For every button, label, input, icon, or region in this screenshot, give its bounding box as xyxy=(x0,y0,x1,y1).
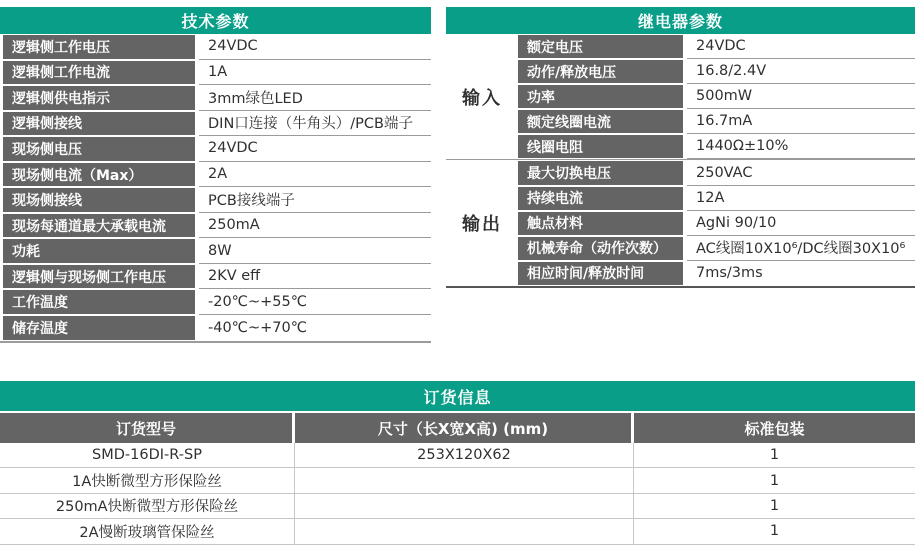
tech-param-row xyxy=(0,315,431,341)
relay-param-value: 16.8/2.4V xyxy=(687,59,915,84)
tech-params-rows xyxy=(0,34,431,343)
relay-params-table xyxy=(446,7,915,288)
relay-section xyxy=(446,34,915,159)
tech-param-value: 24VDC xyxy=(199,34,431,60)
tech-param-row xyxy=(0,111,431,137)
order-info-cell: 250mA快断微型方形保险丝 xyxy=(0,494,295,518)
tech-param-value: 8W xyxy=(199,238,431,264)
tech-param-row xyxy=(0,187,431,213)
relay-param-row xyxy=(518,59,915,84)
order-info-cell xyxy=(295,468,634,492)
relay-param-label: 最大切换电压 xyxy=(518,160,683,185)
relay-param-value: 16.7mA xyxy=(687,109,915,134)
tech-params-table xyxy=(0,7,431,343)
order-info-row xyxy=(0,468,915,493)
relay-param-row xyxy=(518,109,915,134)
relay-section-label: 输入 xyxy=(462,87,502,109)
tech-param-row xyxy=(0,34,431,60)
tech-param-label: 功耗 xyxy=(3,238,195,264)
relay-param-value: AC线圈10X10⁶/DC线圈30X10⁶ xyxy=(687,236,915,261)
tech-param-label: 逻辑侧工作电压 xyxy=(3,34,195,60)
order-info-cell: 1A快断微型方形保险丝 xyxy=(0,468,295,492)
order-column-header: 订货型号 xyxy=(0,413,295,443)
tech-param-row xyxy=(0,162,431,188)
relay-param-value: 12A xyxy=(687,186,915,211)
order-info-cell: 2A慢断玻璃管保险丝 xyxy=(0,519,295,543)
relay-param-label: 相应时间/释放时间 xyxy=(518,261,683,286)
tech-param-label: 逻辑侧工作电流 xyxy=(3,60,195,86)
relay-param-label: 机械寿命（动作次数） xyxy=(518,236,683,261)
tech-param-value: -20℃~+55℃ xyxy=(199,289,431,315)
tech-param-value: DIN口连接（牛角头）/PCB端子 xyxy=(199,111,431,137)
order-info-table xyxy=(0,381,915,545)
tech-param-label: 现场每通道最大承载电流 xyxy=(3,213,195,239)
relay-param-label: 持续电流 xyxy=(518,186,683,211)
relay-param-label: 功率 xyxy=(518,84,683,109)
relay-param-label: 额定线圈电流 xyxy=(518,109,683,134)
relay-param-row xyxy=(518,160,915,185)
order-info-cell: 1 xyxy=(769,523,780,540)
tech-param-label: 现场侧电流（Max） xyxy=(3,162,195,188)
relay-section-rows xyxy=(518,160,915,285)
order-info-row xyxy=(0,519,915,544)
order-info-column-headers xyxy=(0,413,915,443)
order-info-cell xyxy=(295,494,634,518)
relay-param-row xyxy=(518,211,915,236)
relay-param-value: 24VDC xyxy=(687,34,915,59)
tech-param-label: 储存温度 xyxy=(3,315,195,341)
relay-param-label: 触点材料 xyxy=(518,211,683,236)
tech-param-value: 24VDC xyxy=(199,136,431,162)
relay-param-row xyxy=(518,236,915,261)
order-info-cell: 1 xyxy=(769,497,780,514)
relay-section xyxy=(446,159,915,285)
tech-param-label: 逻辑侧与现场侧工作电压 xyxy=(3,264,195,290)
order-info-row xyxy=(0,494,915,519)
relay-param-value: AgNi 90/10 xyxy=(687,211,915,236)
order-info-cell: 1 xyxy=(769,472,780,489)
tech-param-label: 逻辑侧供电指示 xyxy=(3,85,195,111)
relay-param-label: 动作/释放电压 xyxy=(518,59,683,84)
relay-param-row xyxy=(518,34,915,59)
tech-param-value: 2KV eff xyxy=(199,264,431,290)
tech-params-title: 技术参数 xyxy=(0,7,431,34)
tech-param-label: 现场侧接线 xyxy=(3,187,195,213)
tech-param-value: PCB接线端子 xyxy=(199,187,431,213)
relay-section-label: 输出 xyxy=(462,214,502,236)
relay-param-label: 额定电压 xyxy=(518,34,683,59)
tech-param-value: 3mm绿色LED xyxy=(199,85,431,111)
order-info-cell: 253X120X62 xyxy=(295,443,634,467)
tech-param-label: 现场侧电压 xyxy=(3,136,195,162)
relay-param-value: 250VAC xyxy=(687,160,915,185)
tech-param-value: 2A xyxy=(199,162,431,188)
relay-param-label: 线圈电阻 xyxy=(518,134,683,159)
tech-param-row xyxy=(0,289,431,315)
relay-param-value: 500mW xyxy=(687,84,915,109)
tech-param-value: 1A xyxy=(199,60,431,86)
tech-param-label: 逻辑侧接线 xyxy=(3,111,195,137)
order-info-rows xyxy=(0,443,915,545)
relay-param-row xyxy=(518,84,915,109)
relay-params-title: 继电器参数 xyxy=(446,7,915,34)
tech-param-value: 250mA xyxy=(199,213,431,239)
tech-param-value: -40℃~+70℃ xyxy=(208,319,308,336)
order-info-cell: 1 xyxy=(769,447,780,464)
order-info-cell xyxy=(295,519,634,543)
relay-param-row xyxy=(518,134,915,159)
relay-param-row xyxy=(518,261,915,286)
order-column-header: 尺寸（长X宽X高) (mm) xyxy=(295,413,634,443)
tech-param-row xyxy=(0,60,431,86)
tech-param-row xyxy=(0,136,431,162)
tech-param-label: 工作温度 xyxy=(3,289,195,315)
order-info-title: 订货信息 xyxy=(0,381,915,411)
tech-param-row xyxy=(0,238,431,264)
tech-param-row xyxy=(0,213,431,239)
relay-param-row xyxy=(518,186,915,211)
relay-params-body xyxy=(446,34,915,288)
order-info-row xyxy=(0,443,915,468)
relay-param-value: 1440Ω±10% xyxy=(687,134,915,159)
order-info-cell: SMD-16DI-R-SP xyxy=(0,443,295,467)
tech-param-row xyxy=(0,264,431,290)
tech-param-row xyxy=(0,85,431,111)
relay-param-value: 7ms/3ms xyxy=(696,265,763,282)
relay-section-rows xyxy=(518,34,915,159)
order-column-header: 标准包装 xyxy=(634,413,915,443)
